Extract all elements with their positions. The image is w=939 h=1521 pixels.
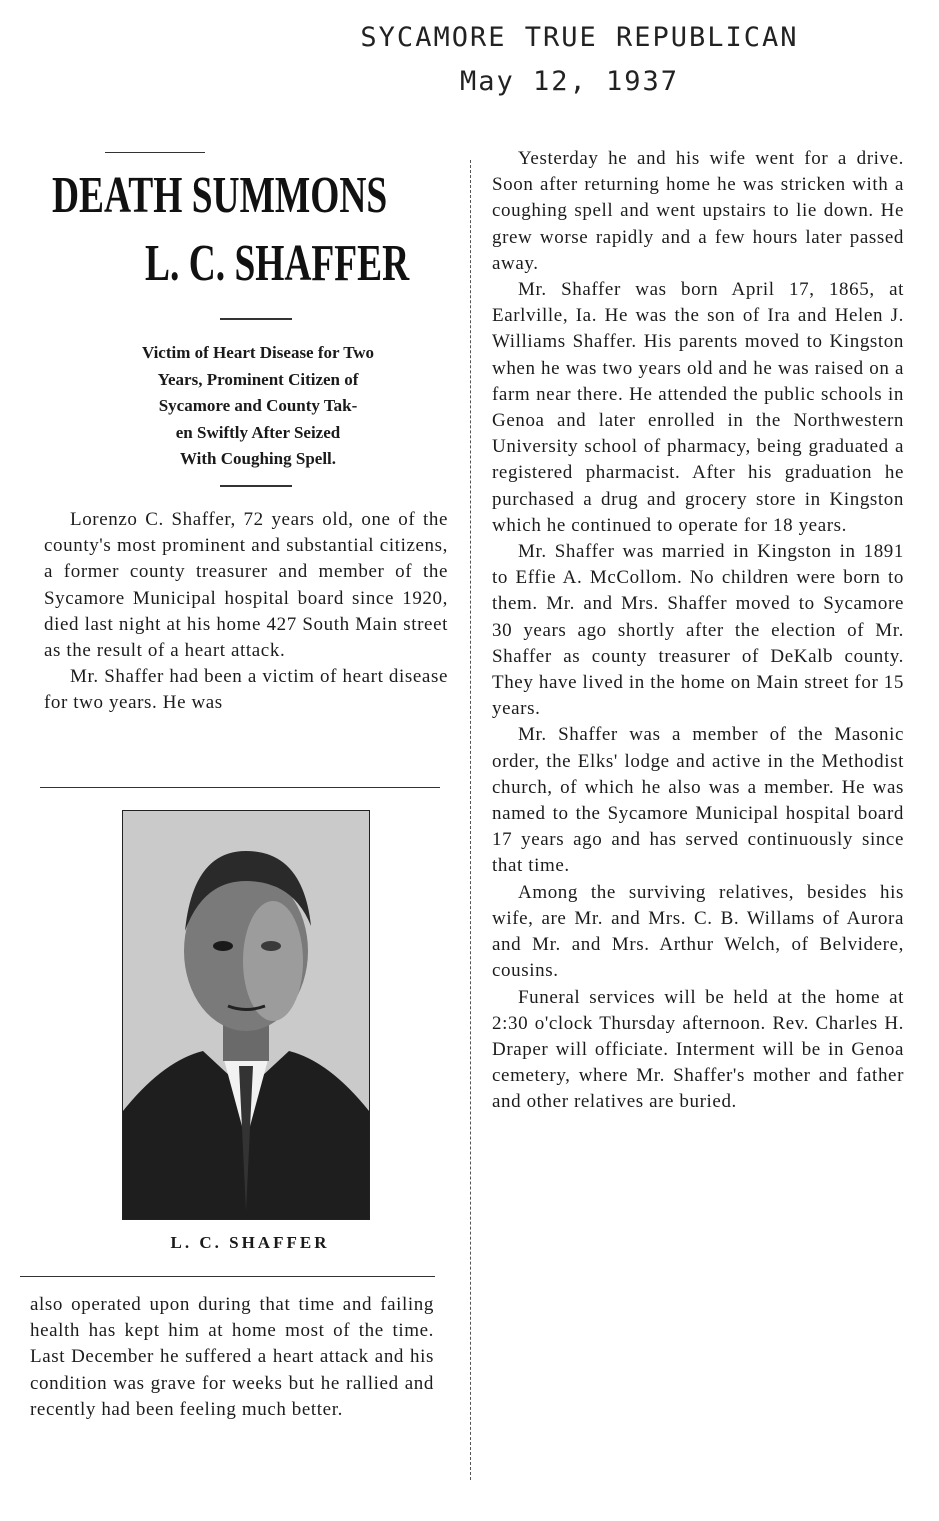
- deck-line: Years, Prominent Citizen of: [157, 369, 359, 389]
- article-paragraph: Yesterday he and his wife went for a drive. Soon after returning home he was stricken with a coughing spell and went upstairs to lie down. He grew worse rapidly and a few hours later passed away.: [492, 148, 904, 274]
- article-paragraph: Mr. Shaffer was a member of the Masonic order, the Elks' lodge and active in the Methodist church, of which he also was a member. He was named to the Sycamore Municipal hospital board 17 years ago and has served continuously since that time.: [492, 724, 904, 877]
- article-left-column: [44, 507, 448, 717]
- top-rule: [105, 152, 205, 153]
- portrait-illustration: [123, 811, 369, 1219]
- article-paragraph: Among the surviving relatives, besides his wife, are Mr. and Mrs. C. B. Willams of Aurora and Mr. and Mrs. Arthur Welch, of Belvidere, cousins.: [492, 881, 904, 982]
- photo-top-divider: [40, 787, 440, 788]
- article-paragraph: Mr. Shaffer had been a victim of heart disease for two years. He was: [44, 666, 448, 714]
- subheadline-deck: [58, 340, 458, 473]
- publication-date: May 12, 1937: [459, 66, 680, 97]
- headline-line-2: L. C. SHAFFER: [145, 235, 410, 292]
- deck-line: en Swiftly After Seized: [175, 422, 341, 442]
- article-right-column: [492, 146, 904, 1116]
- deck-rule: [220, 485, 292, 487]
- column-separator: [470, 160, 471, 1480]
- photo-caption: L. C. SHAFFER: [170, 1233, 330, 1252]
- article-paragraph: Lorenzo C. Shaffer, 72 years old, one of the county's most prominent and substantial citizens, a former county treasurer and member of the Sycamore Municipal hospital board since 1920, died last night at his home 427 South Main street as the result of a heart attack.: [44, 509, 448, 662]
- headline-line-1: DEATH SUMMONS: [52, 167, 388, 224]
- portrait-photo: [122, 810, 370, 1220]
- deck-line: Victim of Heart Disease for Two: [141, 343, 375, 362]
- deck-line: Sycamore and County Tak-: [158, 396, 358, 415]
- article-paragraph: Funeral services will be held at the home at 2:30 o'clock Thursday afternoon. Rev. Charles H. Draper will officiate. Interment will be in Genoa cemetery, where Mr. Shaffer's mother and father and other relatives are buried.: [492, 986, 904, 1113]
- article-paragraph: Mr. Shaffer was born April 17, 1865, at Earlville, Ia. He was the son of Ira and Helen J. Williams Shaffer. His parents moved to Kingston when he was two years old and he was raised on a farm near there. He attended the public schools in Genoa and later enrolled in the Northwestern University school of pharmacy, being graduated a registered pharmacist. After his graduation he purchased a drug and grocery store in Kingston which he continued to operate for 18 years.: [492, 279, 904, 536]
- article-paragraph: also operated upon during that time and failing health has kept him at home most of the time. Last December he suffered a heart attack and his condition was grave for weeks but he rallied and recently had been feeling much better.: [30, 1294, 434, 1420]
- photo-bottom-divider: [20, 1276, 435, 1277]
- newspaper-name: SYCAMORE TRUE REPUBLICAN: [360, 22, 799, 53]
- headline-rule: [220, 318, 292, 320]
- article-left-continuation: [30, 1292, 434, 1423]
- article-paragraph: Mr. Shaffer was married in Kingston in 1891 to Effie A. McCollom. No children were born to them. Mr. and Mrs. Shaffer moved to Sycamore 30 years ago shortly after the election of Mr. Shaffer as county treasurer of DeKalb county. They have lived in the home on Main street for 15 years.: [492, 541, 904, 720]
- deck-line: With Coughing Spell.: [179, 449, 337, 468]
